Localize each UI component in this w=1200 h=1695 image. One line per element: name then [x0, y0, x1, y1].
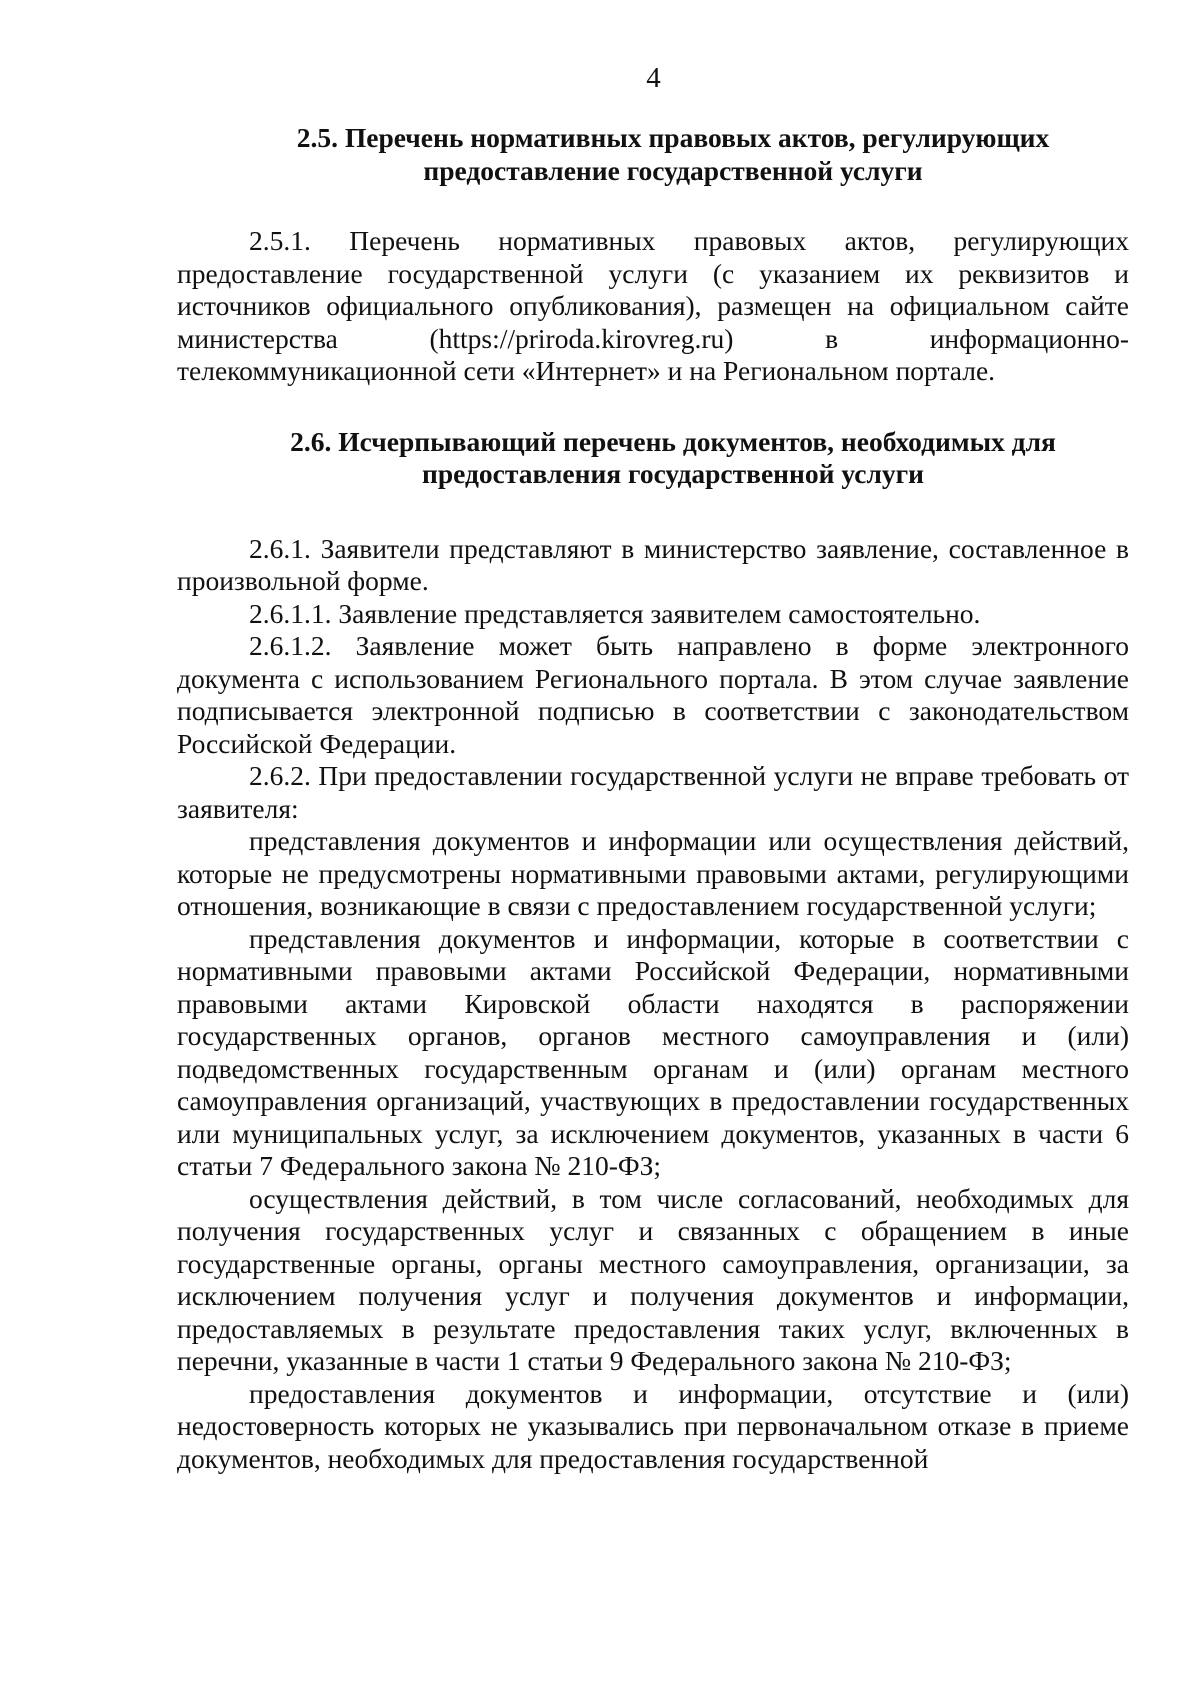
page-number: 4: [646, 62, 661, 94]
document-body: [177, 122, 1129, 1475]
list-item-2: представления документов и информации, которые в соответствии с нормативными правовыми актами Российской Федерации, нормативными правовыми актами Кировской области находятся в распоряжении государственных органов, органов местного самоуправления и (или) подведомственных государственным органам и (или) органам местного самоуправления организаций, участвующих в предоставлении государственных или муниципальных услуг, за исключением документов, указанных в части 6 статьи 7 Федерального закона № 210-ФЗ;: [177, 922, 1129, 1181]
paragraph-2-5-1: 2.5.1. Перечень нормативных правовых актов, регулирующих предоставление государственной услуги (с указанием их реквизитов и источников официального опубликования), размещен на официальном сайте министерства (https://priroda.kirovreg.ru) в информационно-телекоммуникационной сети «Интернет» и на Региональном портале.: [177, 225, 1129, 386]
section-heading-2-6: 2.6. Исчерпывающий перечень документов, необходимых для предоставления государственной услуги: [290, 425, 1056, 489]
section-heading-2-5: 2.5. Перечень нормативных правовых актов, регулирующих предоставление государственной услуги: [296, 122, 1050, 186]
paragraph-2-6-1-1: 2.6.1.1. Заявление представляется заявителем самостоятельно.: [249, 597, 981, 629]
list-item-1: представления документов и информации или осуществления действий, которые не предусмотрены нормативными правовыми актами, регулирующими отношения, возникающие в связи с предоставлением государственной услуги;: [177, 825, 1129, 921]
list-item-3: осуществления действий, в том числе согласований, необходимых для получения государственных услуг и связанных с обращением в иные государственные органы, органы местного самоуправления, организации, за исключением получения услуг и получения документов и информации, предоставляемых в результате предоставления таких услуг, включенных в перечни, указанные в части 1 статьи 9 Федерального закона № 210-ФЗ;: [177, 1182, 1129, 1376]
paragraph-2-6-1: 2.6.1. Заявители представляют в министерство заявление, составленное в произвольной форме.: [177, 532, 1129, 596]
paragraph-2-6-2: 2.6.2. При предоставлении государственной услуги не вправе требовать от заявителя:: [177, 760, 1129, 824]
paragraph-2-6-1-2: 2.6.1.2. Заявление может быть направлено в форме электронного документа с использованием Регионального портала. В этом случае заявление подписывается электронной подписью в соответствии с законодательством Российской Федерации.: [177, 630, 1129, 759]
list-item-4: предоставления документов и информации, отсутствие и (или) недостоверность которых не указывались при первоначальном отказе в приеме документов, необходимых для предоставления государственной: [177, 1377, 1129, 1474]
